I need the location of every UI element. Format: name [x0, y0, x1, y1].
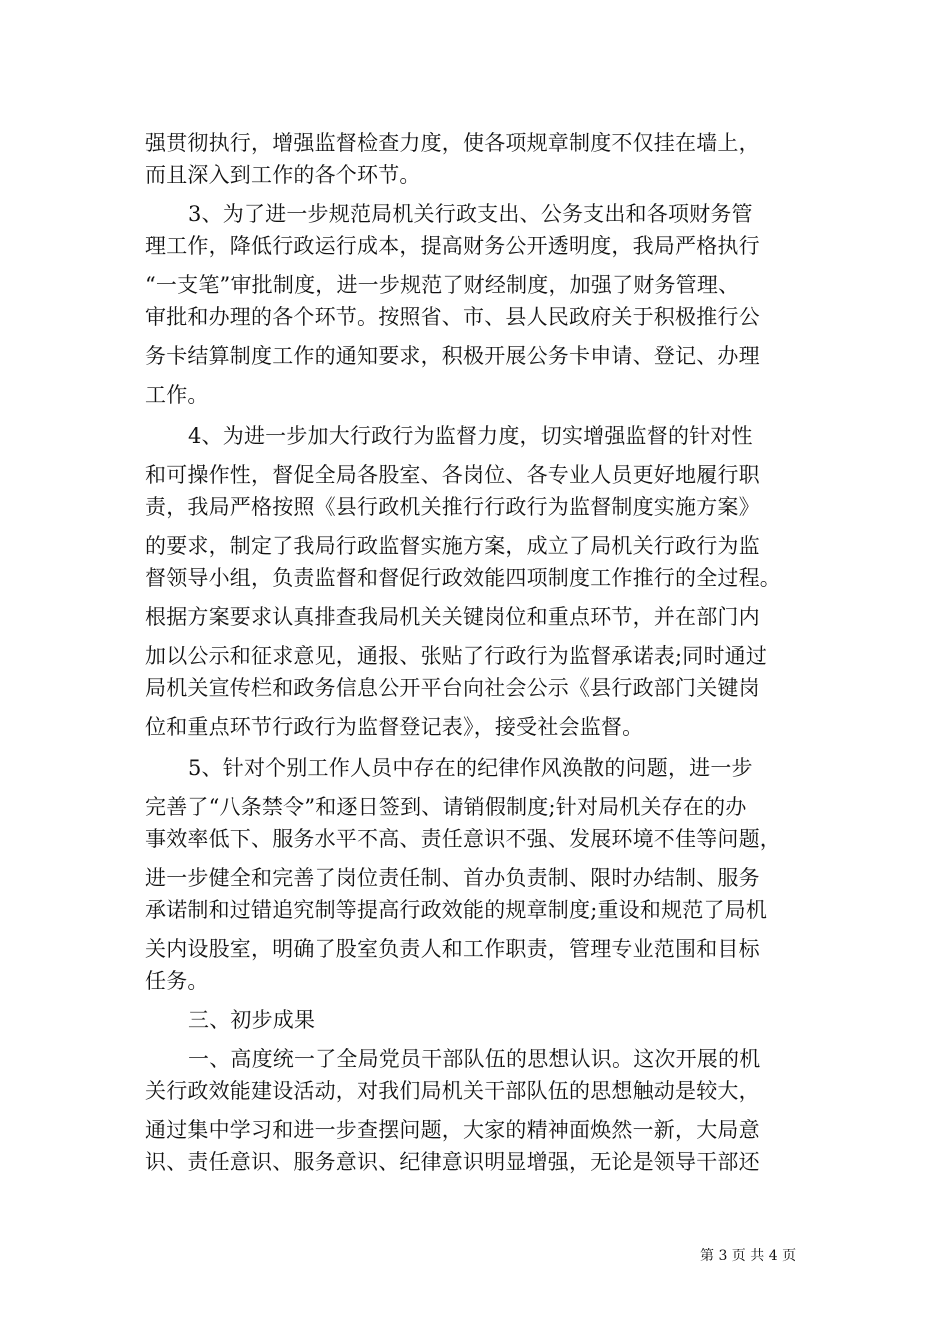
text-line: 任务。	[145, 969, 209, 993]
text-line: 事效率低下、服务水平不高、责任意识不强、发展环境不佳等问题，	[145, 827, 781, 851]
text-line: 务卡结算制度工作的通知要求，积极开展公务卡申请、登记、办理	[145, 344, 760, 368]
text-line: 关行政效能建设活动，对我们局机关干部队伍的思想触动是较大，	[145, 1079, 760, 1103]
page-number: 第 3 页 共 4 页	[700, 1248, 797, 1264]
text-line: 3、为了进一步规范局机关行政支出、公务支出和各项财务管	[188, 202, 753, 226]
text-line: 局机关宣传栏和政务信息公开平台向社会公示《县行政部门关键岗	[145, 676, 760, 700]
text-line: 督领导小组，负责监督和督促行政效能四项制度工作推行的全过程。	[145, 566, 781, 590]
text-line: 位和重点环节行政行为监督登记表》，接受社会监督。	[145, 715, 644, 739]
text-line: 关内设股室，明确了股室负责人和工作职责，管理专业范围和目标	[145, 937, 760, 961]
text-line: 根据方案要求认真排查我局机关关键岗位和重点环节，并在部门内	[145, 605, 760, 629]
text-line: 和可操作性，督促全局各股室、各岗位、各专业人员更好地履行职	[145, 463, 760, 487]
text-line: 责，我局严格按照《县行政机关推行行政行为监督制度实施方案》	[145, 495, 760, 519]
text-line: 审批和办理的各个环节。按照省、市、县人民政府关于积极推行公	[145, 305, 760, 329]
text-line: 加以公示和征求意见，通报、张贴了行政行为监督承诺表;同时通过	[145, 644, 768, 668]
text-line: 而且深入到工作的各个环节。	[145, 163, 421, 187]
text-line: 理工作，降低行政运行成本，提高财务公开透明度，我局严格执行	[145, 234, 760, 258]
text-line: 通过集中学习和进一步查摆问题，大家的精神面焕然一新，大局意	[145, 1118, 760, 1142]
text-line: 一、高度统一了全局党员干部队伍的思想认识。这次开展的机	[188, 1047, 761, 1071]
text-line: 4、为进一步加大行政行为监督力度，切实增强监督的针对性	[188, 424, 753, 448]
text-line: 进一步健全和完善了岗位责任制、首办负责制、限时办结制、服务	[145, 866, 760, 890]
text-line: 承诺制和过错追究制等提高行政效能的规章制度;重设和规范了局机	[145, 898, 768, 922]
text-line: 的要求，制定了我局行政监督实施方案，成立了局机关行政行为监	[145, 534, 760, 558]
text-line: 工作。	[145, 383, 209, 407]
text-line: 强贯彻执行，增强监督检查力度，使各项规章制度不仅挂在墙上，	[145, 131, 760, 155]
text-line: 识、责任意识、服务意识、纪律意识明显增强，无论是领导干部还	[145, 1150, 760, 1174]
text-line: “一支笔”审批制度，进一步规范了财经制度，加强了财务管理、	[145, 273, 740, 297]
section-heading: 三、初步成果	[188, 1008, 316, 1032]
text-line: 5、针对个别工作人员中存在的纪律作风涣散的问题，进一步	[188, 756, 753, 780]
text-line: 完善了“八条禁令”和逐日签到、请销假制度;针对局机关存在的办	[145, 795, 747, 819]
